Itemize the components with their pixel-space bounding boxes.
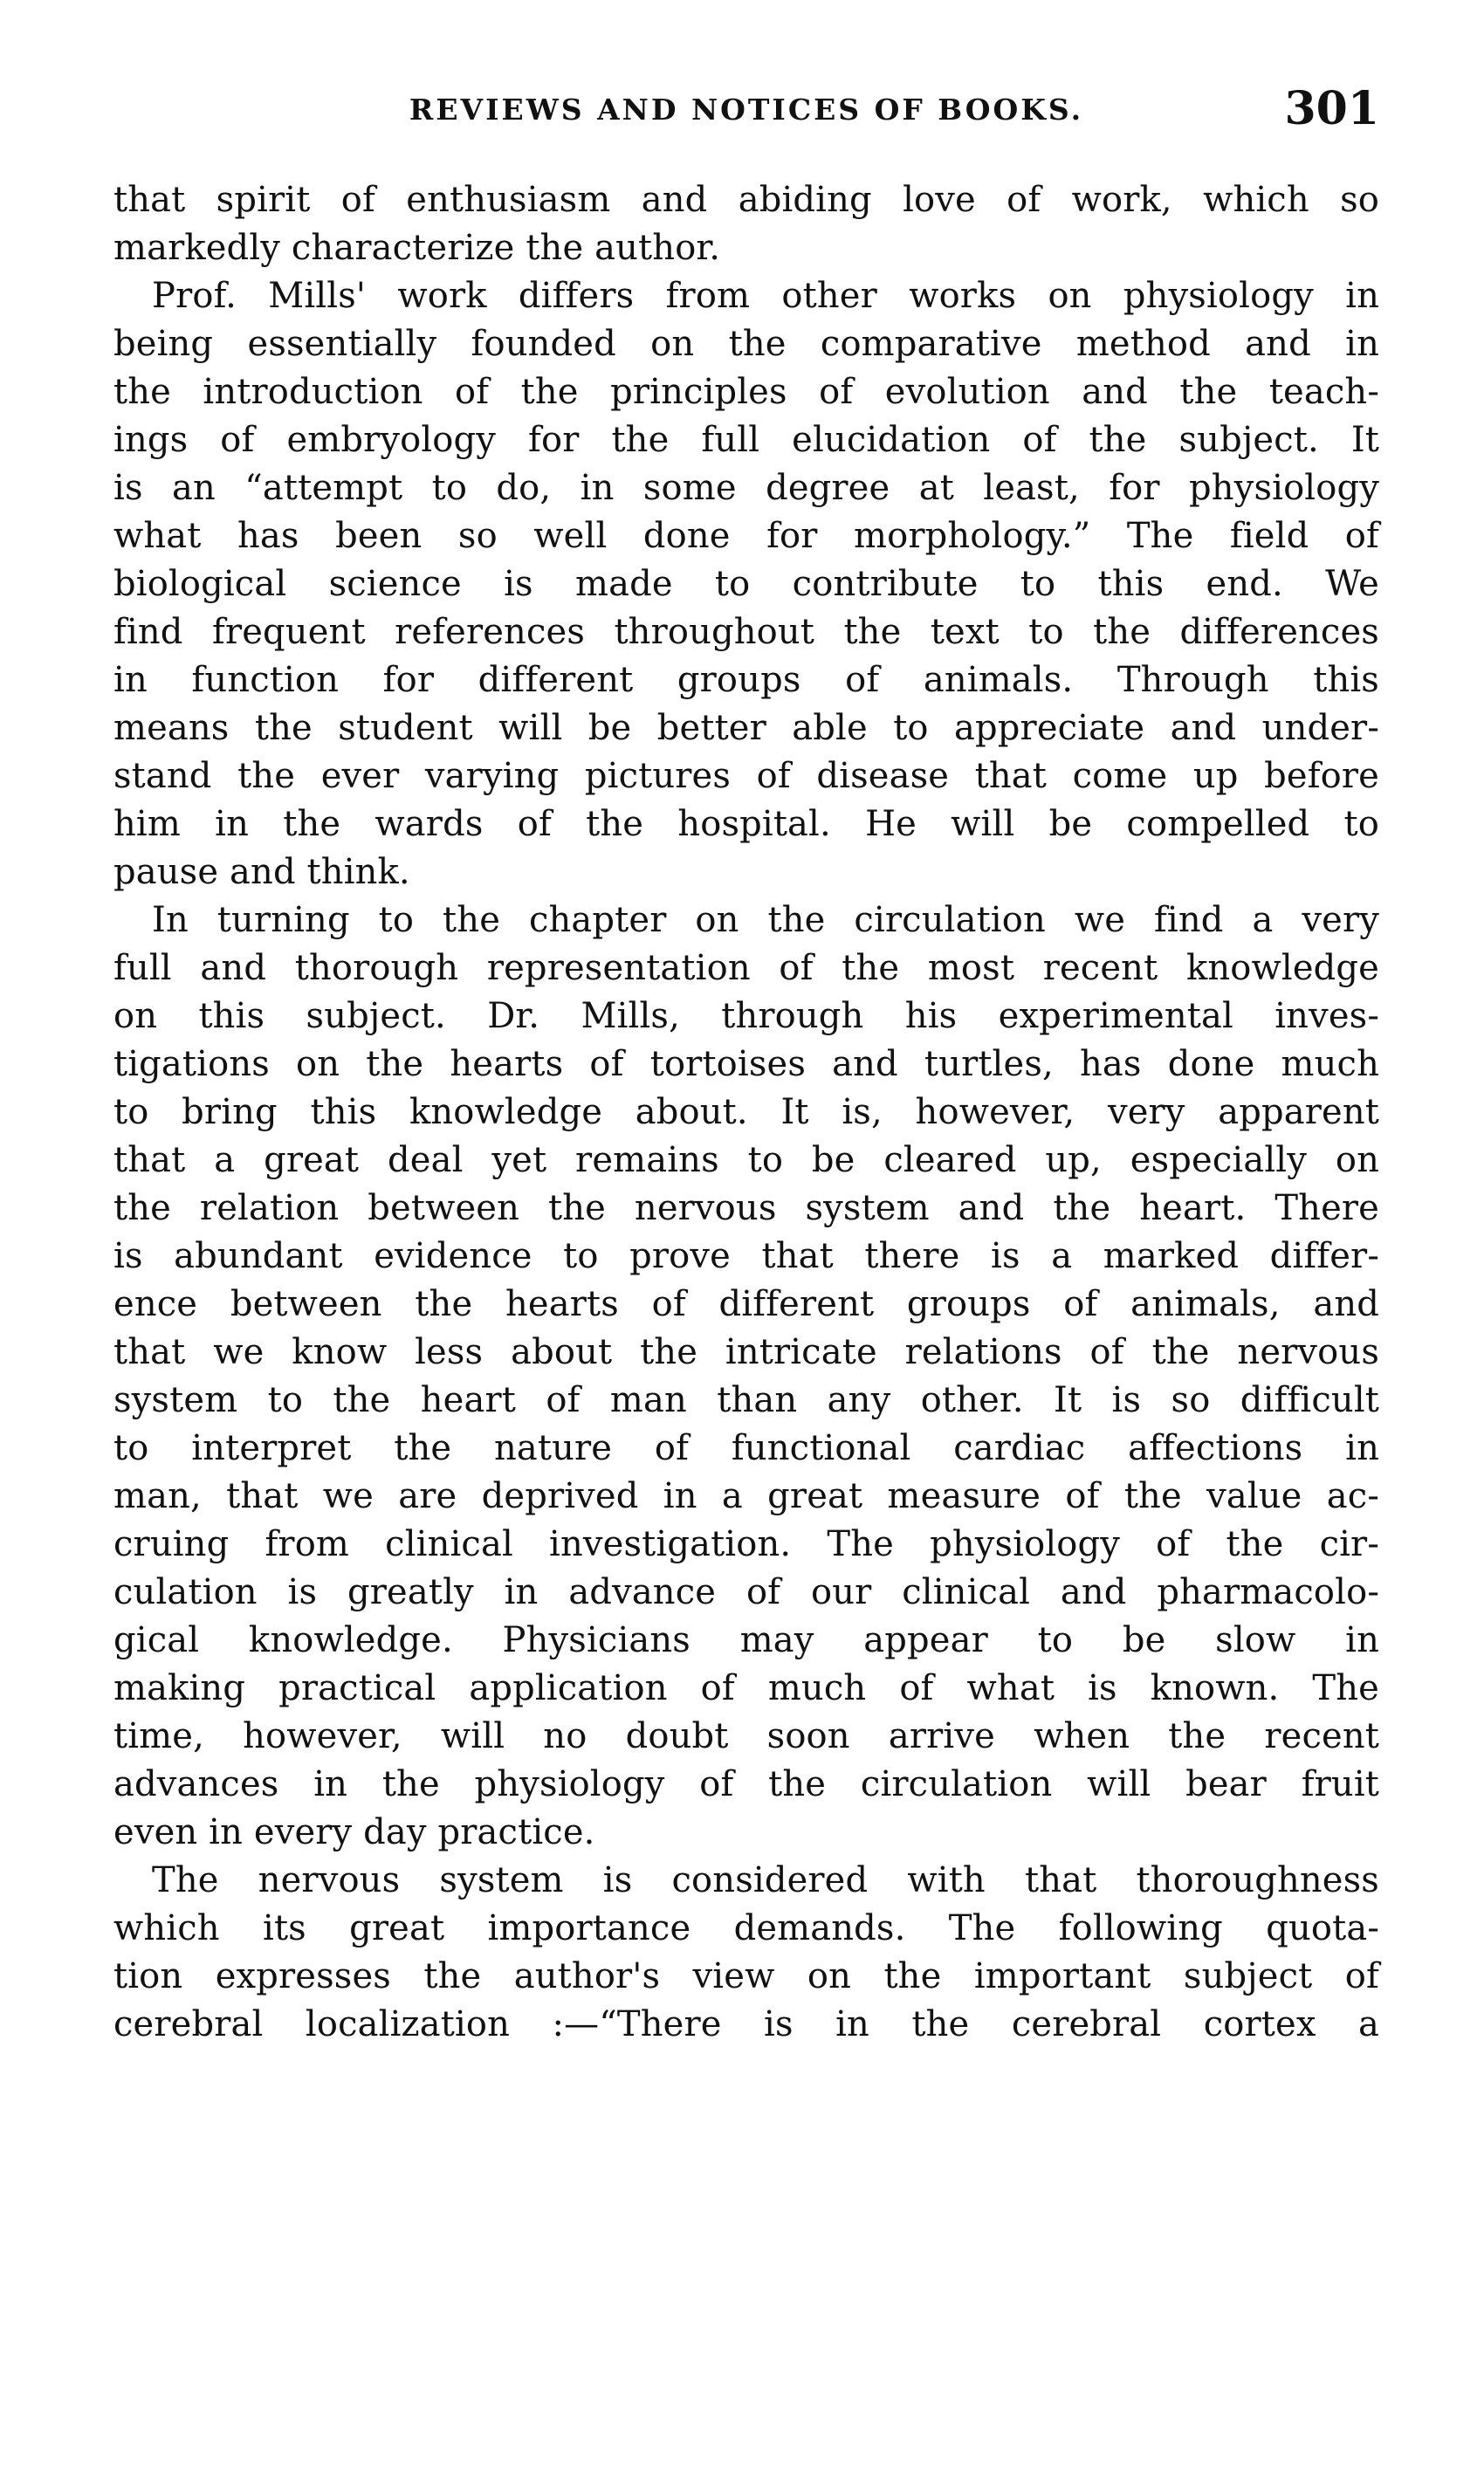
text-line: ings of embryology for the full elucidation of the subject. It bbox=[113, 420, 1379, 460]
text-line: time, however, will no doubt soon arrive when the recent bbox=[113, 1716, 1379, 1756]
page-number: 301 bbox=[1284, 82, 1379, 135]
paragraph-3 bbox=[113, 897, 1379, 1857]
text-line: The nervous system is considered with that thoroughness bbox=[152, 1860, 1379, 1900]
text-line: In turning to the chapter on the circulation we find a very bbox=[152, 900, 1379, 940]
text-line: man, that we are deprived in a great measure of the value ac- bbox=[113, 1476, 1379, 1516]
text-line: which its great importance demands. The following quota- bbox=[113, 1908, 1379, 1948]
text-line: system to the heart of man than any other. It is so difficult bbox=[113, 1380, 1379, 1420]
paragraph-2 bbox=[113, 272, 1379, 897]
running-title: REVIEWS AND NOTICES OF BOOKS. bbox=[409, 93, 1084, 127]
text-line: gical knowledge. Physicians may appear to be slow in bbox=[113, 1620, 1379, 1660]
text-line: the relation between the nervous system and the heart. There bbox=[113, 1188, 1379, 1228]
text-line: pause and think. bbox=[113, 852, 410, 892]
text-line: tion expresses the author's view on the important subject of bbox=[113, 1956, 1379, 1996]
text-line: being essentially founded on the comparative method and in bbox=[113, 324, 1379, 364]
book-page bbox=[113, 77, 1379, 2049]
text-line: cruing from clinical investigation. The physiology of the cir- bbox=[113, 1524, 1379, 1564]
text-line: on this subject. Dr. Mills, through his experimental inves- bbox=[113, 996, 1379, 1036]
text-line: stand the ever varying pictures of disease that come up before bbox=[113, 756, 1379, 796]
text-line: that we know less about the intricate relations of the nervous bbox=[113, 1332, 1379, 1372]
text-line: what has been so well done for morphology.” The field of bbox=[113, 516, 1379, 556]
text-line: cerebral localization :—“There is in the cerebral cortex a bbox=[113, 2004, 1379, 2044]
paragraph-1 bbox=[113, 176, 1379, 272]
text-line: full and thorough representation of the most recent knowledge bbox=[113, 948, 1379, 988]
text-line: that spirit of enthusiasm and abiding love of work, which so bbox=[113, 180, 1379, 220]
text-line: him in the wards of the hospital. He will be compelled to bbox=[113, 804, 1379, 844]
text-line: culation is greatly in advance of our clinical and pharmacolo- bbox=[113, 1572, 1379, 1612]
text-line: tigations on the hearts of tortoises and turtles, has done much bbox=[113, 1044, 1379, 1084]
text-line: to interpret the nature of functional cardiac affections in bbox=[113, 1428, 1379, 1468]
text-line: biological science is made to contribute to this end. We bbox=[113, 564, 1379, 604]
text-line: to bring this knowledge about. It is, however, very apparent bbox=[113, 1092, 1379, 1132]
text-line: Prof. Mills' work differs from other works on physiology in bbox=[152, 276, 1379, 316]
running-head bbox=[113, 77, 1379, 140]
text-line: means the student will be better able to appreciate and under- bbox=[113, 708, 1379, 748]
text-line: find frequent references throughout the text to the differences bbox=[113, 612, 1379, 652]
paragraph-4 bbox=[113, 1857, 1379, 2049]
text-line: making practical application of much of what is known. The bbox=[113, 1668, 1379, 1708]
text-line: is abundant evidence to prove that there is a marked differ- bbox=[113, 1236, 1379, 1276]
text-line: in function for different groups of animals. Through this bbox=[113, 660, 1379, 700]
text-line: ence between the hearts of different groups of animals, and bbox=[113, 1284, 1379, 1324]
text-line: the introduction of the principles of evolution and the teach- bbox=[113, 372, 1379, 412]
text-line: advances in the physiology of the circulation will bear fruit bbox=[113, 1764, 1379, 1804]
text-line: markedly characterize the author. bbox=[113, 228, 721, 268]
text-line: is an “attempt to do, in some degree at least, for physiology bbox=[113, 468, 1379, 508]
text-line: that a great deal yet remains to be cleared up, especially on bbox=[113, 1140, 1379, 1180]
text-line: even in every day practice. bbox=[113, 1812, 595, 1852]
